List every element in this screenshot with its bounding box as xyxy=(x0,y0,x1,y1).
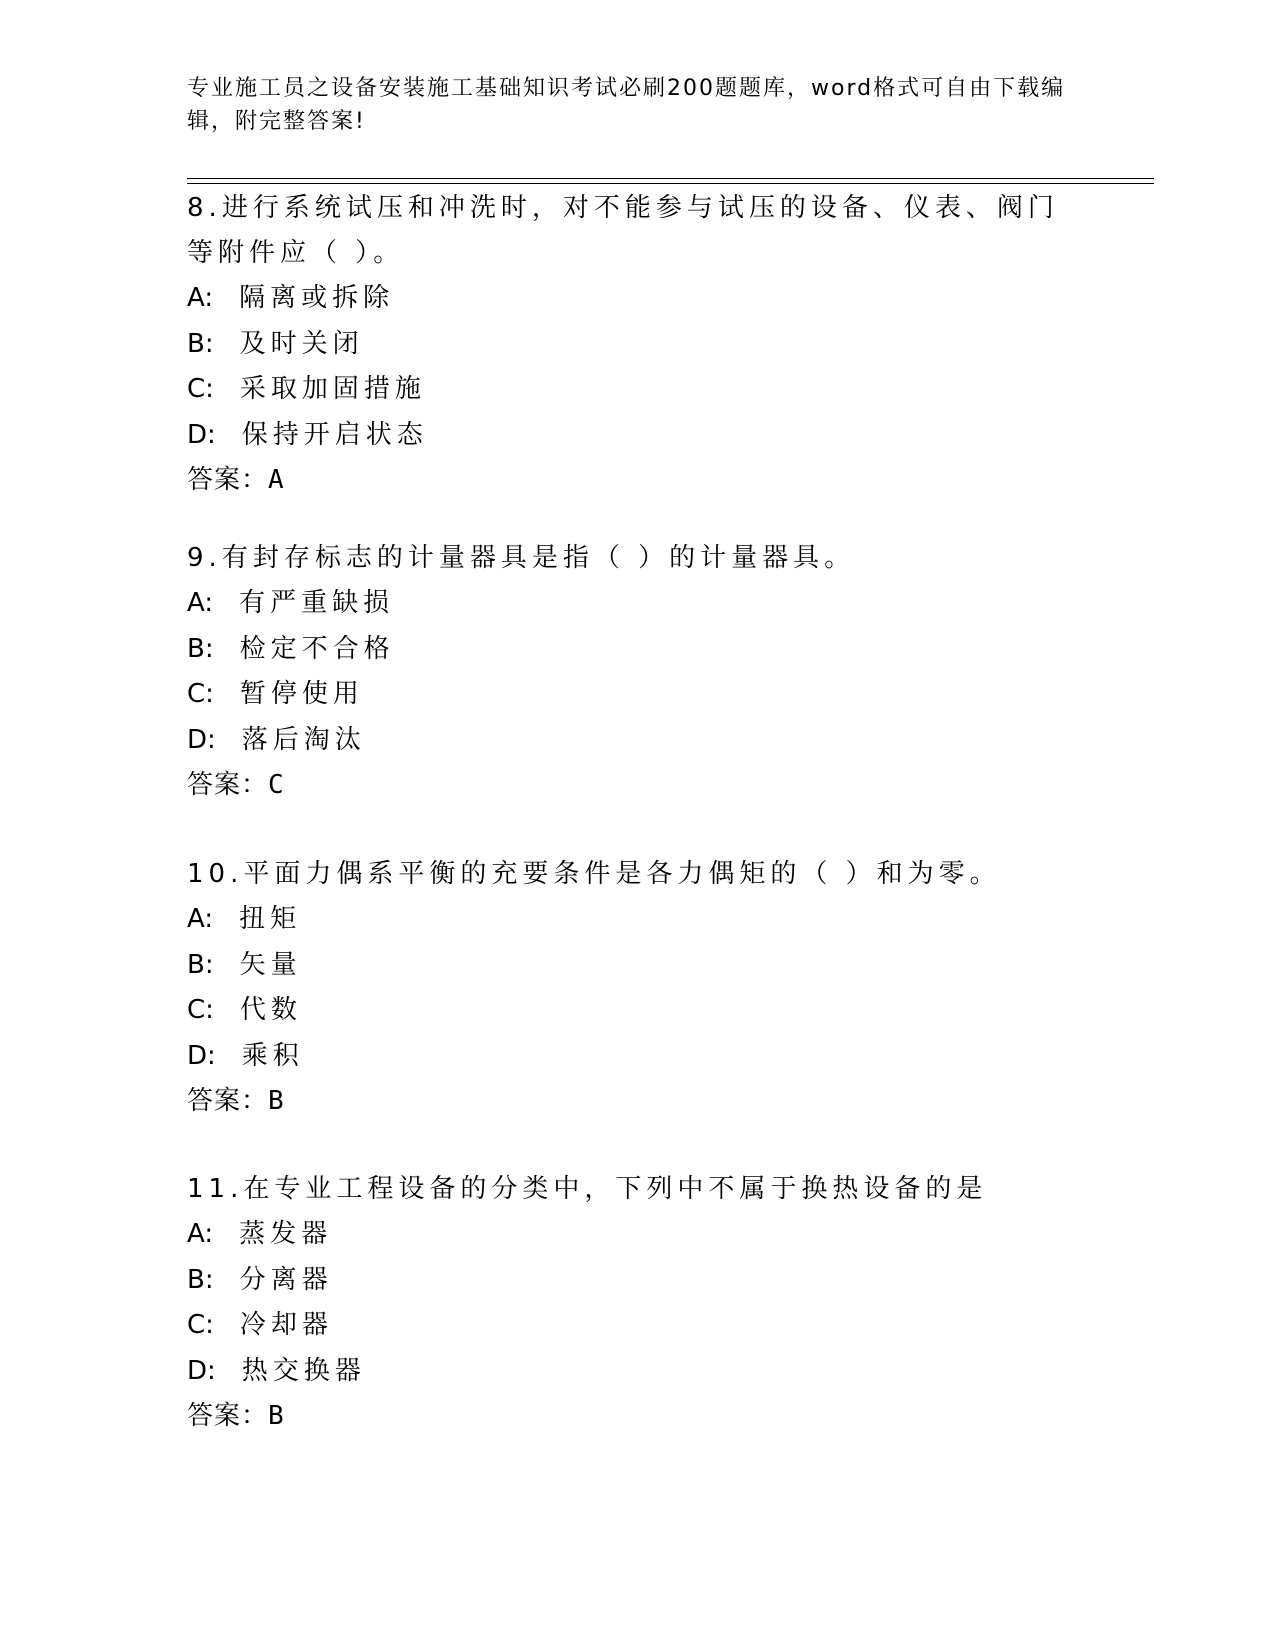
option-b xyxy=(187,1258,1067,1304)
question-number: 8. xyxy=(187,193,222,223)
option-text: 有严重缺损 xyxy=(239,588,395,618)
question-text: 有封存标志的计量器具是指（ ）的计量器具。 xyxy=(221,543,856,573)
option-text: 隔离或拆除 xyxy=(239,283,395,313)
option-c xyxy=(187,988,1067,1034)
option-text: 及时关闭 xyxy=(239,328,364,359)
question-stem xyxy=(187,536,1067,581)
answer-label: 答案： xyxy=(187,770,269,800)
question-stem xyxy=(187,852,1067,897)
option-text: 热交换器 xyxy=(241,1355,366,1386)
answer-line xyxy=(187,1394,1067,1439)
question-stem xyxy=(187,1167,1067,1212)
option-a xyxy=(187,897,1067,943)
option-letter: B: xyxy=(187,1264,214,1295)
answer-value: B xyxy=(268,1086,284,1116)
header-divider-bottom xyxy=(187,183,1154,184)
option-text: 冷却器 xyxy=(239,1310,333,1340)
option-letter: A: xyxy=(187,283,214,313)
answer-value: C xyxy=(268,770,284,800)
option-letter: D: xyxy=(187,724,216,755)
option-text: 代数 xyxy=(239,995,302,1025)
option-letter: B: xyxy=(187,328,214,359)
option-letter: A: xyxy=(187,904,214,934)
header-divider-top xyxy=(187,178,1154,179)
option-text: 扭矩 xyxy=(239,904,302,934)
option-d xyxy=(187,413,1067,459)
answer-label: 答案： xyxy=(187,465,269,495)
option-letter: C: xyxy=(187,679,214,709)
option-text: 暂停使用 xyxy=(239,679,364,709)
option-d xyxy=(187,1034,1067,1080)
option-letter: B: xyxy=(187,633,214,664)
option-letter: D: xyxy=(187,419,216,450)
option-letter: D: xyxy=(187,1040,216,1071)
question-text: 进行系统试压和冲洗时，对不能参与试压的设备、仪表、阀门等附件应（ ）。 xyxy=(187,193,1059,268)
option-c xyxy=(187,672,1067,718)
question-8 xyxy=(187,186,1067,503)
option-c xyxy=(187,1303,1067,1349)
question-text: 在专业工程设备的分类中，下列中不属于换热设备的是 xyxy=(243,1174,988,1204)
option-letter: C: xyxy=(187,995,214,1025)
document-header: 专业施工员之设备安装施工基础知识考试必刷200题题库，word格式可自由下载编辑，附完整答案! xyxy=(187,76,1066,134)
option-letter: A: xyxy=(187,588,214,618)
option-text: 采取加固措施 xyxy=(239,374,426,404)
option-letter: B: xyxy=(187,949,214,980)
option-b xyxy=(187,627,1067,673)
option-a xyxy=(187,276,1067,322)
option-text: 分离器 xyxy=(239,1264,333,1295)
option-d xyxy=(187,1349,1067,1395)
question-10 xyxy=(187,852,1067,1124)
option-text: 保持开启状态 xyxy=(241,419,428,450)
question-11 xyxy=(187,1167,1067,1439)
option-letter: C: xyxy=(187,374,214,404)
answer-label: 答案： xyxy=(187,1086,269,1116)
option-b xyxy=(187,943,1067,989)
answer-value: B xyxy=(268,1401,284,1431)
option-d xyxy=(187,718,1067,764)
option-letter: D: xyxy=(187,1355,216,1386)
option-c xyxy=(187,367,1067,413)
question-9 xyxy=(187,536,1067,808)
option-text: 蒸发器 xyxy=(239,1219,333,1249)
answer-value: A xyxy=(268,465,284,495)
answer-label: 答案： xyxy=(187,1401,269,1431)
option-a xyxy=(187,581,1067,627)
question-stem xyxy=(187,186,1067,276)
option-letter: C: xyxy=(187,1310,214,1340)
question-text: 平面力偶系平衡的充要条件是各力偶矩的（ ）和为零。 xyxy=(243,859,1001,889)
option-text: 检定不合格 xyxy=(239,633,395,664)
option-text: 落后淘汰 xyxy=(241,724,366,755)
answer-line xyxy=(187,1079,1067,1124)
option-text: 乘积 xyxy=(241,1040,304,1071)
answer-line xyxy=(187,458,1067,503)
question-number: 9. xyxy=(187,543,222,573)
option-letter: A: xyxy=(187,1219,214,1249)
option-text: 矢量 xyxy=(239,949,302,980)
question-number: 11. xyxy=(187,1174,244,1204)
answer-line xyxy=(187,763,1067,808)
option-a xyxy=(187,1212,1067,1258)
option-b xyxy=(187,322,1067,368)
question-number: 10. xyxy=(187,859,244,889)
